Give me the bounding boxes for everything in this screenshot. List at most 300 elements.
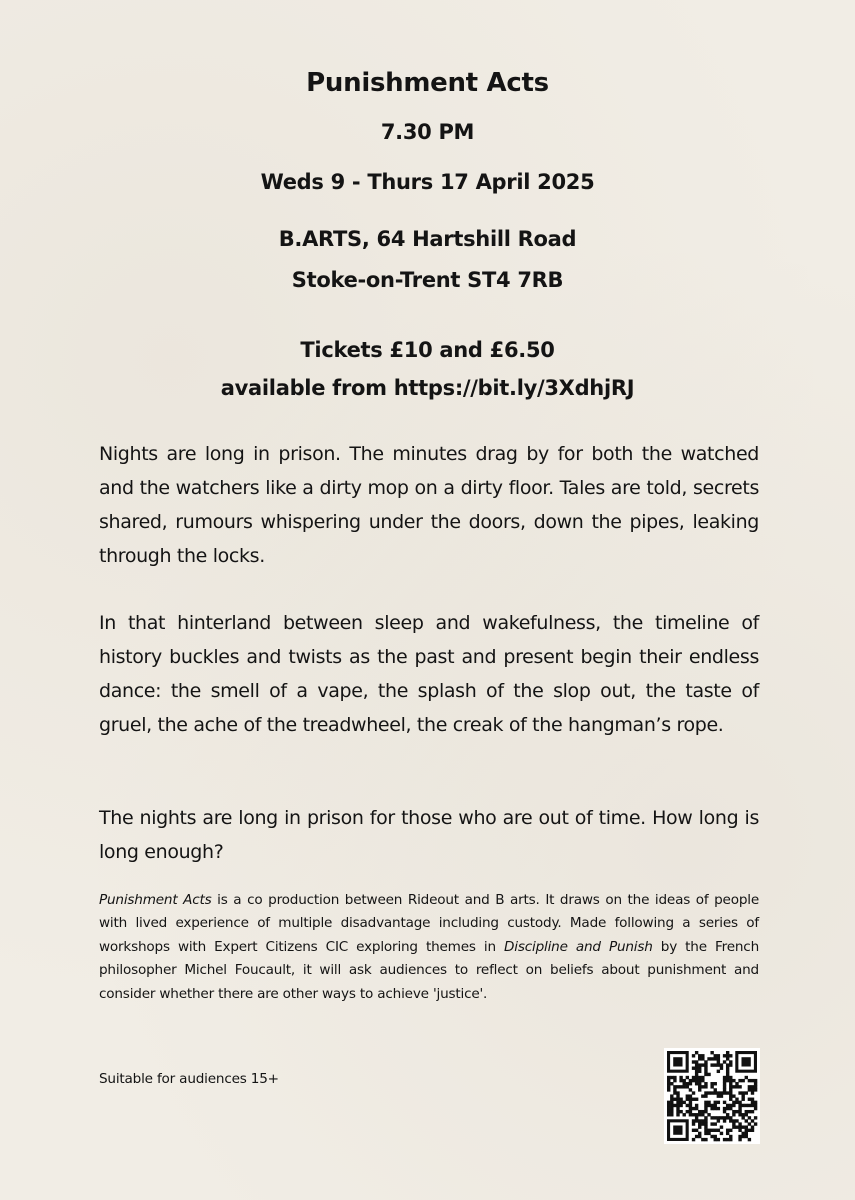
qr-module — [738, 1110, 741, 1113]
qr-module — [670, 1113, 673, 1116]
qr-module — [667, 1079, 670, 1082]
qr-module — [704, 1094, 707, 1097]
qr-module — [735, 1085, 738, 1088]
qr-module — [695, 1107, 698, 1110]
qr-module — [741, 1132, 744, 1135]
qr-module — [751, 1091, 754, 1094]
qr-module — [748, 1138, 751, 1141]
qr-module — [667, 1088, 670, 1091]
qr-module — [695, 1082, 698, 1085]
qr-module — [714, 1091, 717, 1094]
qr-module — [704, 1085, 707, 1088]
qr-module — [729, 1107, 732, 1110]
qr-module — [670, 1110, 673, 1113]
qr-module — [701, 1113, 704, 1116]
qr-module — [732, 1101, 735, 1104]
qr-module — [745, 1113, 748, 1116]
qr-module — [692, 1067, 695, 1070]
qr-module — [741, 1079, 744, 1082]
qr-module — [714, 1082, 717, 1085]
qr-module — [695, 1113, 698, 1116]
qr-module — [704, 1110, 707, 1113]
qr-module — [720, 1063, 723, 1066]
qr-module — [726, 1051, 729, 1054]
qr-module — [732, 1119, 735, 1122]
qr-module — [673, 1091, 676, 1094]
qr-module — [723, 1060, 726, 1063]
qr-finder-inner — [741, 1057, 750, 1066]
qr-module — [729, 1079, 732, 1082]
qr-module — [754, 1101, 757, 1104]
qr-module — [683, 1079, 686, 1082]
qr-module — [726, 1132, 729, 1135]
qr-module — [686, 1110, 689, 1113]
qr-module — [692, 1113, 695, 1116]
qr-module — [745, 1125, 748, 1128]
qr-module — [735, 1119, 738, 1122]
qr-module — [714, 1107, 717, 1110]
qr-module — [726, 1129, 729, 1132]
qr-module — [692, 1060, 695, 1063]
qr-module — [717, 1138, 720, 1141]
qr-module — [754, 1104, 757, 1107]
qr-module — [695, 1063, 698, 1066]
qr-module — [735, 1082, 738, 1085]
qr-module — [732, 1125, 735, 1128]
qr-module — [667, 1082, 670, 1085]
qr-module — [738, 1125, 741, 1128]
qr-module — [717, 1129, 720, 1132]
qr-module — [714, 1104, 717, 1107]
qr-module — [745, 1076, 748, 1079]
qr-module — [692, 1054, 695, 1057]
qr-module — [689, 1113, 692, 1116]
qr-module — [704, 1060, 707, 1063]
qr-module — [667, 1076, 670, 1079]
qr-module — [745, 1104, 748, 1107]
qr-module — [698, 1082, 701, 1085]
qr-module — [729, 1060, 732, 1063]
qr-module — [676, 1110, 679, 1113]
qr-module — [748, 1085, 751, 1088]
qr-module — [741, 1098, 744, 1101]
age-suitability: Suitable for audiences 15+ — [99, 1071, 279, 1087]
qr-module — [751, 1119, 754, 1122]
qr-module — [717, 1070, 720, 1073]
qr-module — [729, 1135, 732, 1138]
qr-module — [686, 1076, 689, 1079]
qr-module — [689, 1107, 692, 1110]
qr-module — [735, 1101, 738, 1104]
qr-module — [745, 1135, 748, 1138]
qr-module — [689, 1098, 692, 1101]
qr-module — [710, 1122, 713, 1125]
qr-module — [707, 1129, 710, 1132]
qr-module — [741, 1091, 744, 1094]
qr-module — [692, 1122, 695, 1125]
qr-module — [748, 1110, 751, 1113]
qr-module — [676, 1094, 679, 1097]
qr-module — [710, 1091, 713, 1094]
qr-module — [738, 1122, 741, 1125]
production-title-italic: Punishment Acts — [99, 892, 212, 908]
qr-module — [707, 1073, 710, 1076]
qr-module — [726, 1138, 729, 1141]
qr-module — [695, 1098, 698, 1101]
qr-module — [723, 1088, 726, 1091]
qr-module — [748, 1098, 751, 1101]
qr-module — [676, 1104, 679, 1107]
event-dates: Weds 9 - Thurs 17 April 2025 — [260, 170, 595, 194]
qr-module — [732, 1104, 735, 1107]
qr-module — [695, 1135, 698, 1138]
qr-module — [686, 1098, 689, 1101]
qr-module — [698, 1063, 701, 1066]
qr-module — [745, 1132, 748, 1135]
qr-module — [726, 1057, 729, 1060]
qr-module — [714, 1116, 717, 1119]
qr-module — [751, 1129, 754, 1132]
qr-module — [729, 1116, 732, 1119]
qr-module — [695, 1076, 698, 1079]
qr-module — [751, 1125, 754, 1128]
qr-module — [692, 1129, 695, 1132]
qr-module — [729, 1091, 732, 1094]
qr-module — [735, 1110, 738, 1113]
qr-module — [726, 1067, 729, 1070]
qr-module — [714, 1057, 717, 1060]
book-title-italic: Discipline and Punish — [504, 938, 653, 955]
qr-module — [695, 1051, 698, 1054]
qr-module — [676, 1113, 679, 1116]
qr-module — [707, 1132, 710, 1135]
qr-module — [714, 1122, 717, 1125]
qr-module — [710, 1082, 713, 1085]
qr-module — [741, 1135, 744, 1138]
qr-module — [686, 1094, 689, 1097]
qr-module — [710, 1051, 713, 1054]
qr-module — [723, 1091, 726, 1094]
qr-module — [701, 1119, 704, 1122]
qr-module — [692, 1138, 695, 1141]
qr-module — [738, 1129, 741, 1132]
qr-module — [667, 1101, 670, 1104]
qr-module — [729, 1085, 732, 1088]
qr-module — [729, 1088, 732, 1091]
qr-module — [726, 1116, 729, 1119]
qr-module — [686, 1104, 689, 1107]
qr-module — [738, 1104, 741, 1107]
qr-module — [689, 1088, 692, 1091]
qr-module — [667, 1113, 670, 1116]
qr-module — [738, 1079, 741, 1082]
qr-module — [698, 1076, 701, 1079]
qr-module — [704, 1070, 707, 1073]
qr-module — [673, 1098, 676, 1101]
qr-module — [683, 1101, 686, 1104]
qr-module — [741, 1116, 744, 1119]
qr-module — [729, 1076, 732, 1079]
qr-module — [751, 1110, 754, 1113]
qr-module — [695, 1119, 698, 1122]
qr-module — [710, 1116, 713, 1119]
qr-module — [741, 1125, 744, 1128]
qr-module — [707, 1101, 710, 1104]
venue-address-line2: Stoke-on-Trent ST4 7RB — [291, 268, 564, 292]
qr-module — [738, 1135, 741, 1138]
qr-module — [692, 1098, 695, 1101]
qr-module — [701, 1122, 704, 1125]
qr-module — [698, 1070, 701, 1073]
qr-module — [714, 1138, 717, 1141]
qr-module — [732, 1094, 735, 1097]
qr-module — [723, 1082, 726, 1085]
qr-module — [698, 1085, 701, 1088]
qr-module — [741, 1094, 744, 1097]
qr-module — [748, 1088, 751, 1091]
qr-module — [701, 1079, 704, 1082]
qr-module — [695, 1067, 698, 1070]
qr-module — [679, 1079, 682, 1082]
qr-module — [748, 1122, 751, 1125]
qr-module — [748, 1104, 751, 1107]
qr-module — [729, 1119, 732, 1122]
qr-module — [701, 1085, 704, 1088]
about-paragraph — [99, 889, 759, 1006]
qr-module — [704, 1116, 707, 1119]
qr-module — [726, 1079, 729, 1082]
qr-module — [717, 1107, 720, 1110]
qr-module — [704, 1138, 707, 1141]
qr-module — [714, 1101, 717, 1104]
qr-module — [717, 1116, 720, 1119]
qr-module — [683, 1113, 686, 1116]
qr-module — [735, 1098, 738, 1101]
qr-module — [679, 1101, 682, 1104]
qr-module — [748, 1079, 751, 1082]
qr-module — [732, 1122, 735, 1125]
qr-module — [686, 1082, 689, 1085]
qr-module — [698, 1113, 701, 1116]
qr-module — [741, 1113, 744, 1116]
qr-finder-inner — [673, 1125, 682, 1134]
qr-module — [710, 1057, 713, 1060]
description-paragraph-2: In that hinterland between sleep and wakefulness, the timeline of history buckles and twists as the past and present begin their endless dance: the smell of a vape, the splash of the slop out, the taste of gruel, the ache of the treadwheel, the creak of the hangman’s rope. — [99, 612, 759, 736]
qr-module — [717, 1057, 720, 1060]
qr-module — [720, 1091, 723, 1094]
qr-module — [717, 1119, 720, 1122]
qr-module — [698, 1088, 701, 1091]
qr-module — [720, 1094, 723, 1097]
qr-module — [704, 1119, 707, 1122]
qr-module — [701, 1057, 704, 1060]
qr-module — [704, 1129, 707, 1132]
qr-module — [754, 1088, 757, 1091]
qr-module — [720, 1067, 723, 1070]
qr-module — [670, 1094, 673, 1097]
qr-module — [714, 1088, 717, 1091]
qr-module — [723, 1085, 726, 1088]
qr-module — [754, 1116, 757, 1119]
qr-module — [679, 1085, 682, 1088]
qr-module — [751, 1079, 754, 1082]
qr-module — [667, 1085, 670, 1088]
qr-module — [723, 1107, 726, 1110]
qr-module — [670, 1076, 673, 1079]
qr-module — [704, 1101, 707, 1104]
qr-module — [689, 1082, 692, 1085]
qr-module — [695, 1060, 698, 1063]
qr-module — [698, 1067, 701, 1070]
qr-module — [701, 1138, 704, 1141]
qr-module — [704, 1122, 707, 1125]
qr-module — [689, 1104, 692, 1107]
qr-module — [723, 1054, 726, 1057]
qr-module — [729, 1138, 732, 1141]
qr-module — [692, 1119, 695, 1122]
qr-module — [720, 1132, 723, 1135]
qr-module — [695, 1104, 698, 1107]
qr-module — [745, 1129, 748, 1132]
qr-module — [735, 1125, 738, 1128]
qr-module — [689, 1101, 692, 1104]
qr-module — [698, 1135, 701, 1138]
qr-module — [738, 1113, 741, 1116]
qr-module — [738, 1091, 741, 1094]
qr-module — [726, 1107, 729, 1110]
qr-module — [667, 1104, 670, 1107]
description-paragraph-3: The nights are long in prison for those who are out of time. How long is long enough? — [99, 807, 759, 863]
qr-module — [704, 1082, 707, 1085]
qr-module — [754, 1107, 757, 1110]
qr-module — [698, 1119, 701, 1122]
qr-module — [714, 1135, 717, 1138]
qr-module — [695, 1070, 698, 1073]
qr-module — [710, 1085, 713, 1088]
qr-module — [729, 1082, 732, 1085]
qr-module — [676, 1101, 679, 1104]
qr-module — [679, 1076, 682, 1079]
qr-module — [695, 1129, 698, 1132]
qr-module — [726, 1104, 729, 1107]
qr-module — [748, 1129, 751, 1132]
qr-module — [751, 1085, 754, 1088]
qr-module — [754, 1122, 757, 1125]
qr-module — [679, 1110, 682, 1113]
qr-module — [729, 1094, 732, 1097]
qr-module — [686, 1085, 689, 1088]
qr-module — [704, 1104, 707, 1107]
qr-module — [689, 1079, 692, 1082]
qr-module — [738, 1107, 741, 1110]
qr-module — [698, 1132, 701, 1135]
qr-module — [692, 1079, 695, 1082]
qr-module — [726, 1073, 729, 1076]
qr-module — [732, 1113, 735, 1116]
qr-module — [732, 1079, 735, 1082]
qr-module — [692, 1076, 695, 1079]
qr-module — [710, 1063, 713, 1066]
qr-module — [701, 1076, 704, 1079]
qr-module — [692, 1091, 695, 1094]
qr-module — [670, 1098, 673, 1101]
qr-module — [714, 1129, 717, 1132]
qr-module — [732, 1085, 735, 1088]
qr-module — [704, 1073, 707, 1076]
qr-module — [670, 1101, 673, 1104]
qr-module — [704, 1063, 707, 1066]
qr-module — [726, 1054, 729, 1057]
qr-module — [667, 1107, 670, 1110]
qr-module — [679, 1104, 682, 1107]
qr-module — [673, 1085, 676, 1088]
qr-module — [704, 1067, 707, 1070]
qr-module — [676, 1091, 679, 1094]
qr-module — [676, 1107, 679, 1110]
qr-module — [695, 1116, 698, 1119]
qr-module — [701, 1094, 704, 1097]
qr-module — [704, 1132, 707, 1135]
description-paragraph-1: Nights are long in prison. The minutes drag by for both the watched and the watchers like a dirty mop on a dirty floor. Tales are told, secrets shared, rumours whispering under the doors, down the pipes, leaking through the locks. — [99, 443, 759, 567]
qr-module — [701, 1110, 704, 1113]
qr-module — [723, 1116, 726, 1119]
qr-module — [704, 1107, 707, 1110]
qr-module — [726, 1113, 729, 1116]
qr-module — [676, 1098, 679, 1101]
event-title: Punishment Acts — [306, 68, 549, 98]
qr-module — [704, 1125, 707, 1128]
qr-module — [717, 1091, 720, 1094]
qr-module — [676, 1085, 679, 1088]
qr-module — [723, 1079, 726, 1082]
qr-module — [704, 1091, 707, 1094]
qr-module — [698, 1054, 701, 1057]
qr-module — [698, 1110, 701, 1113]
qr-module — [723, 1119, 726, 1122]
qr-module — [714, 1054, 717, 1057]
qr-module — [717, 1060, 720, 1063]
qr-code-icon[interactable] — [664, 1048, 760, 1144]
qr-module — [670, 1082, 673, 1085]
qr-module — [726, 1091, 729, 1094]
qr-finder-inner — [673, 1057, 682, 1066]
about-text-2: by the French philosopher Michel Foucault, it will ask audiences to reflect on beliefs about punishment and consider whether there are other ways to achieve 'justice'. — [99, 938, 759, 1002]
qr-module — [670, 1104, 673, 1107]
qr-module — [738, 1101, 741, 1104]
qr-module — [692, 1107, 695, 1110]
qr-module — [745, 1119, 748, 1122]
qr-module — [754, 1079, 757, 1082]
qr-module — [726, 1063, 729, 1066]
qr-module — [679, 1098, 682, 1101]
qr-module — [683, 1082, 686, 1085]
qr-module — [667, 1110, 670, 1113]
qr-module — [710, 1129, 713, 1132]
ticket-link[interactable]: available from https://bit.ly/3XdhjRJ — [220, 376, 635, 400]
qr-module — [683, 1085, 686, 1088]
event-time: 7.30 PM — [380, 120, 475, 144]
qr-module — [710, 1135, 713, 1138]
qr-module — [726, 1076, 729, 1079]
qr-module — [751, 1101, 754, 1104]
qr-module — [738, 1138, 741, 1141]
qr-module — [707, 1091, 710, 1094]
ticket-prices: Tickets £10 and £6.50 — [300, 338, 555, 362]
qr-code-graphic — [664, 1048, 760, 1144]
qr-module — [726, 1070, 729, 1073]
qr-module — [717, 1063, 720, 1066]
qr-module — [673, 1079, 676, 1082]
